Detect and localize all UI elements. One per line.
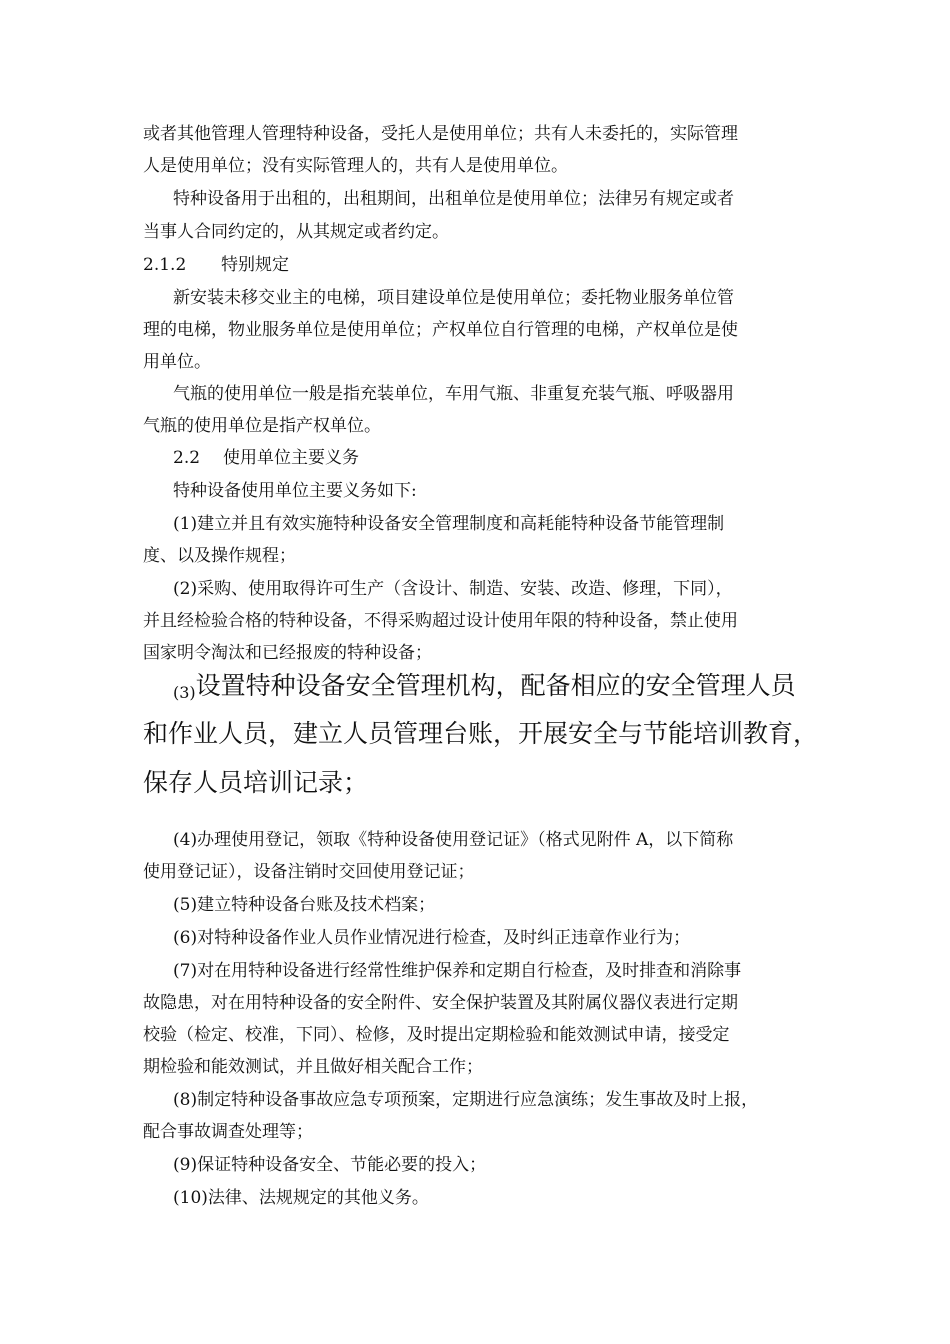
text-line: 度、以及操作规程；	[143, 546, 296, 566]
text-line: 当事人合同约定的，从其规定或者约定。	[143, 222, 449, 242]
text-line: (2)采购、使用取得许可生产（含设计、制造、安装、改造、修理，下同），	[173, 579, 733, 599]
text-line: (7)对在用特种设备进行经常性维护保养和定期自行检查，及时排查和消除事	[173, 961, 742, 981]
text-line: (4)办理使用登记，领取《特种设备使用登记证》（格式见附件 A，以下简称	[173, 830, 734, 850]
text-line: 校验（检定、校准，下同）、检修，及时提出定期检验和能效测试申请，接受定	[143, 1025, 730, 1045]
text-line: (10)法律、法规规定的其他义务。	[173, 1188, 429, 1208]
text-line: (8)制定特种设备事故应急专项预案，定期进行应急演练；发生事故及时上报，	[173, 1090, 759, 1110]
section-number: 2.2	[173, 448, 201, 468]
text-line: 特种设备使用单位主要义务如下:	[173, 481, 417, 501]
text-line: 特种设备用于出租的，出租期间，出租单位是使用单位；法律另有规定或者	[173, 189, 734, 209]
text-line: 或者其他管理人管理特种设备，受托人是使用单位；共有人未委托的，实际管理	[143, 124, 738, 144]
text-line: 国家明令淘汰和已经报废的特种设备；	[143, 643, 432, 663]
text-line: 气瓶的使用单位一般是指充装单位，车用气瓶、非重复充装气瓶、呼吸器用	[173, 384, 734, 404]
item-number: (3)	[173, 683, 196, 702]
text-line: (1)建立并且有效实施特种设备安全管理制度和高耗能特种设备节能管理制	[173, 514, 725, 534]
text-line: 期检验和能效测试，并且做好相关配合工作；	[143, 1057, 483, 1077]
text-line: (5)建立特种设备台账及技术档案；	[173, 895, 436, 915]
text-line: (9)保证特种设备安全、节能必要的投入；	[173, 1155, 487, 1175]
text-line: 新安装未移交业主的电梯，项目建设单位是使用单位；委托物业服务单位管	[173, 288, 734, 308]
text-line: 并且经检验合格的特种设备，不得采购超过设计使用年限的特种设备，禁止使用	[143, 611, 738, 631]
text-line: 使用登记证），设备注销时交回使用登记证；	[143, 862, 475, 882]
large-text: 设置特种设备安全管理机构，配备相应的安全管理人员	[195, 671, 796, 700]
section-title: 使用单位主要义务	[223, 448, 359, 468]
text-line: 气瓶的使用单位是指产权单位。	[143, 416, 381, 436]
text-line: 用单位。	[143, 352, 211, 372]
section-heading-2-2	[173, 448, 813, 468]
large-text-line: 和作业人员，建立人员管理台账，开展安全与节能培训教育，	[143, 719, 819, 748]
text-line: (6)对特种设备作业人员作业情况进行检查，及时纠正违章作业行为；	[173, 928, 691, 948]
section-number: 2.1.2	[143, 255, 187, 275]
large-text-line: 保存人员培训记录；	[143, 768, 369, 797]
large-text-line	[173, 671, 813, 708]
text-line: 故隐患，对在用特种设备的安全附件、安全保护装置及其附属仪器仪表进行定期	[143, 993, 738, 1013]
text-line: 理的电梯，物业服务单位是使用单位；产权单位自行管理的电梯，产权单位是使	[143, 320, 738, 340]
section-heading-2-1-2	[143, 255, 813, 275]
text-line: 人是使用单位；没有实际管理人的，共有人是使用单位。	[143, 156, 568, 176]
text-line: 配合事故调查处理等；	[143, 1122, 313, 1142]
section-title: 特别规定	[221, 255, 289, 275]
